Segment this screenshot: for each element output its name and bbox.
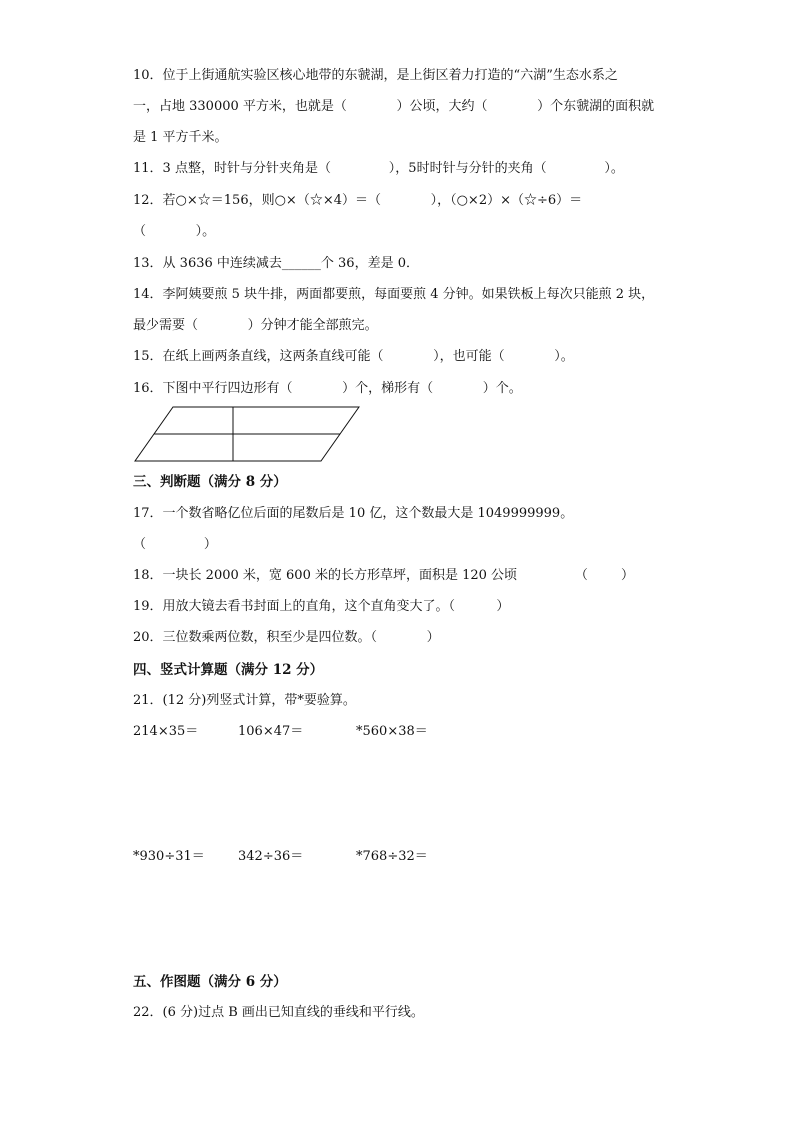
section-5-heading: 五、作图题（满分 6 分） [133,974,287,990]
question-21: 21．(12 分)列竖式计算，带*要验算。 [133,693,356,708]
question-17-line-2: （ ） [133,537,217,552]
question-16: 16．下图中平行四边形有（ ）个，梯形有（ ）个。 [133,381,522,396]
calc-item: *930÷31＝ [133,849,205,864]
calc-item: *560×38＝ [356,724,428,739]
question-19: 19．用放大镜去看书封面上的直角，这个直角变大了。（ ） [133,599,510,614]
calc-item: 106×47＝ [238,724,304,739]
question-14-line-1: 14．李阿姨要煎 5 块牛排，两面都要煎，每面要煎 4 分钟。如果铁板上每次只能煎 2 块， [133,287,655,302]
question-22: 22．(6 分)过点 B 画出已知直线的垂线和平行线。 [133,1005,424,1020]
question-14-line-2: 最少需要（ ）分钟才能全部煎完。 [133,318,378,333]
question-10-line-3: 是 1 平方千米。 [133,130,228,145]
section-3-heading: 三、判断题（满分 8 分） [133,474,287,490]
question-13: 13．从 3636 中连续减去______个 36，差是 0． [133,256,419,271]
question-12-line-1: 12．若○×☆＝156，则○×（☆×4）＝（ ），（○×2）×（☆÷6）＝ [133,193,583,208]
section-4-heading: 四、竖式计算题（满分 12 分） [133,662,324,678]
calc-item: 214×35＝ [133,724,199,739]
question-11: 11．3 点整，时针与分针夹角是（ ），5时时针与分针的夹角（ ）。 [133,161,624,176]
calc-item: *768÷32＝ [356,849,428,864]
question-18: 18．一块长 2000 米，宽 600 米的长方形草坪，面积是 120 公顷 （ ） [133,568,634,583]
question-12-line-2: （ ）。 [133,224,216,239]
parallelogram-figure [133,405,363,463]
question-17-line-1: 17．一个数省略亿位后面的尾数后是 10 亿，这个数最大是 1049999999。 [133,506,574,521]
question-10-line-2: 一，占地 330000 平方米，也就是（ ）公顷，大约（ ）个东虢湖的面积就 [133,99,655,114]
question-15: 15．在纸上画两条直线，这两条直线可能（ ），也可能（ ）。 [133,349,574,364]
question-20: 20．三位数乘两位数，积至少是四位数。（ ） [133,630,440,645]
question-10-line-1: 10．位于上街通航实验区核心地带的东虢湖，是上街区着力打造的“六湖”生态水系之 [133,68,618,83]
calc-item: 342÷36＝ [238,849,304,864]
